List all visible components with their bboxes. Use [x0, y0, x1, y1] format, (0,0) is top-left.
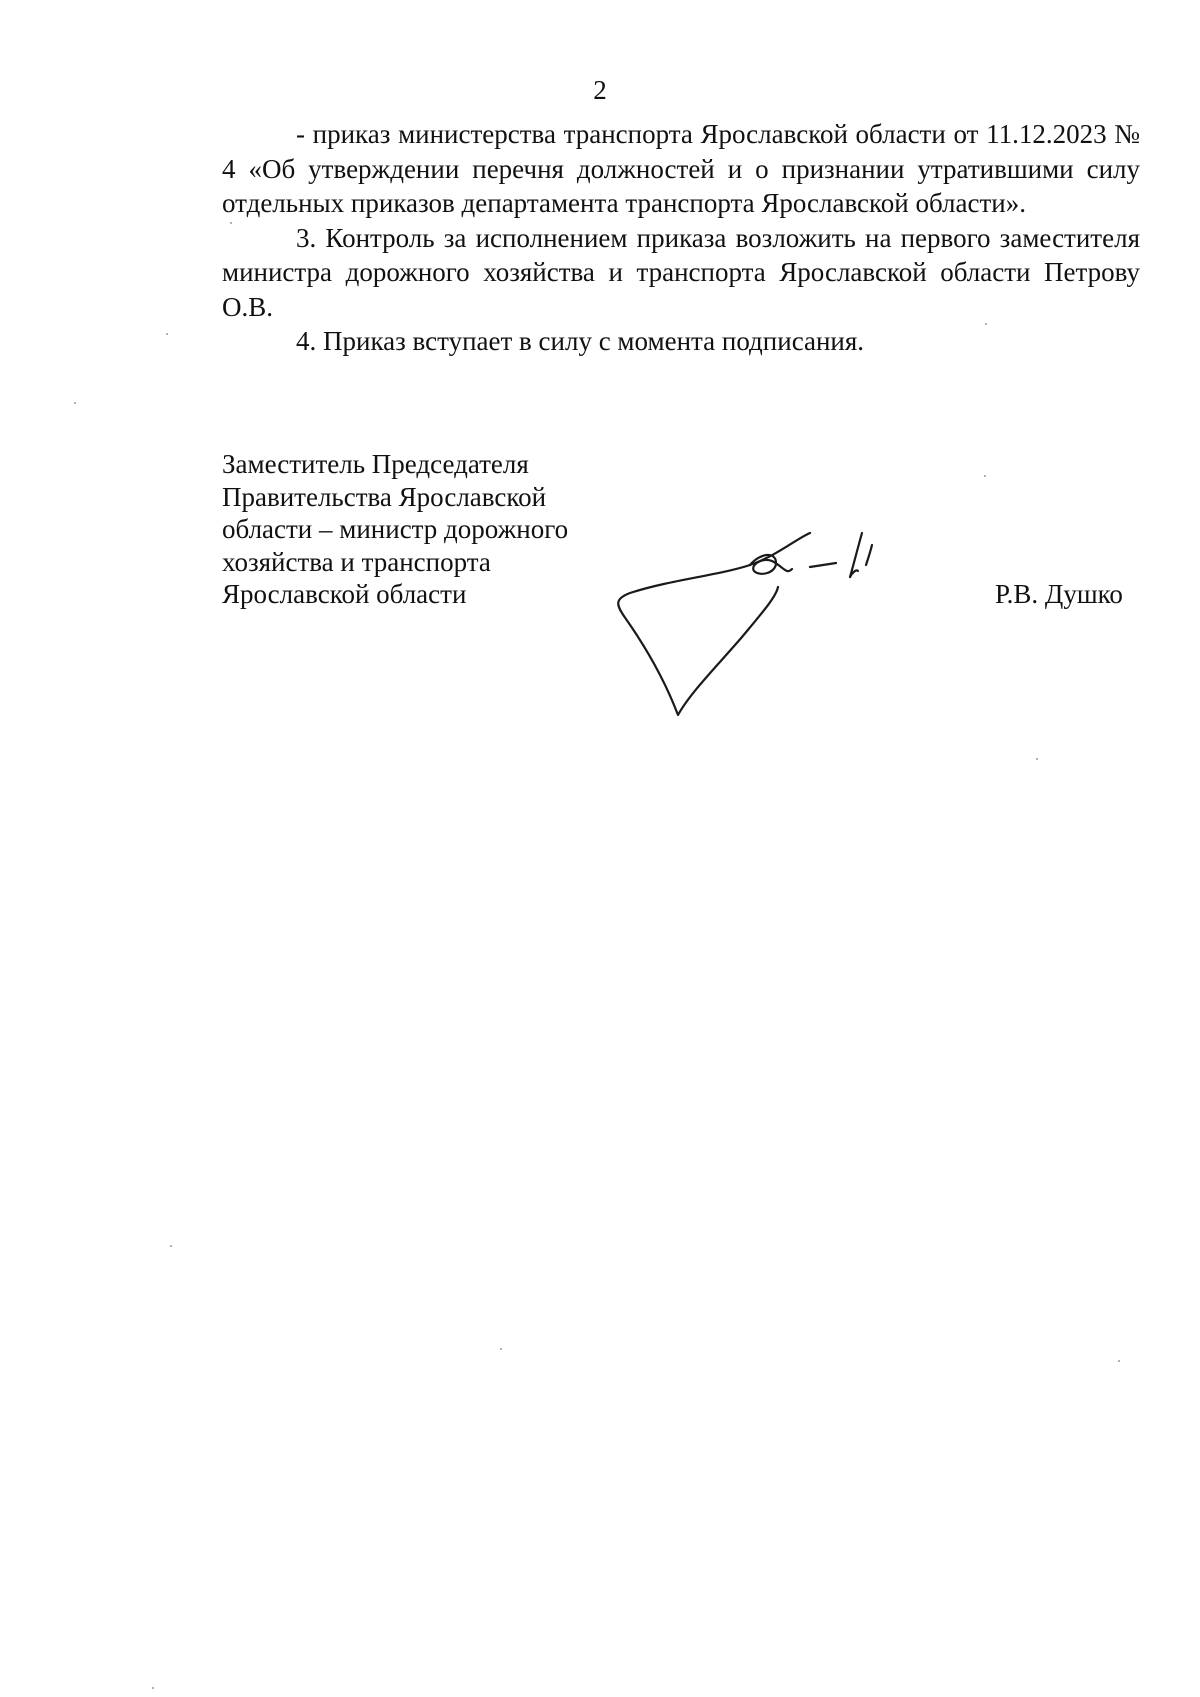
scan-speck — [500, 1348, 502, 1350]
signatory-title-line: Правительства Ярославской — [222, 481, 547, 512]
paragraph-effective: 4. Приказ вступает в силу с момента подписания. — [296, 326, 865, 356]
scan-speck — [230, 222, 232, 224]
document-body — [222, 117, 1140, 359]
scan-speck — [985, 323, 987, 325]
scan-speck — [984, 475, 986, 477]
signatory-title-line: хозяйства и транспорта — [222, 546, 491, 577]
scan-speck — [170, 1245, 172, 1247]
scan-speck — [74, 402, 76, 404]
paragraph-control: 3. Контроль за исполнением приказа возложить на первого заместителя министра дорожного хозяйства и транспорта Ярославской области Петрову О.В. — [222, 222, 1140, 322]
signatory-name: Р.В. Душко — [995, 579, 1123, 609]
scan-speck — [1036, 758, 1038, 760]
page-number: 2 — [593, 75, 607, 105]
handwritten-signature — [600, 505, 940, 725]
signatory-title-line: области – министр дорожного — [222, 514, 569, 544]
scan-speck — [1118, 1360, 1120, 1362]
signatory-title-line: Ярославской области — [222, 579, 467, 609]
scan-speck — [166, 333, 168, 335]
signatory-title-line: Заместитель Председателя — [222, 449, 529, 479]
signatory-title — [222, 448, 568, 611]
paragraph-revoked-order: - приказ министерства транспорта Ярославской области от 11.12.2023 № 4 «Об утверждении перечня должностей и о признании утратившими силу отдельных приказов департамента транспорта Ярославской области». — [222, 119, 1140, 218]
scan-speck — [152, 1687, 154, 1689]
